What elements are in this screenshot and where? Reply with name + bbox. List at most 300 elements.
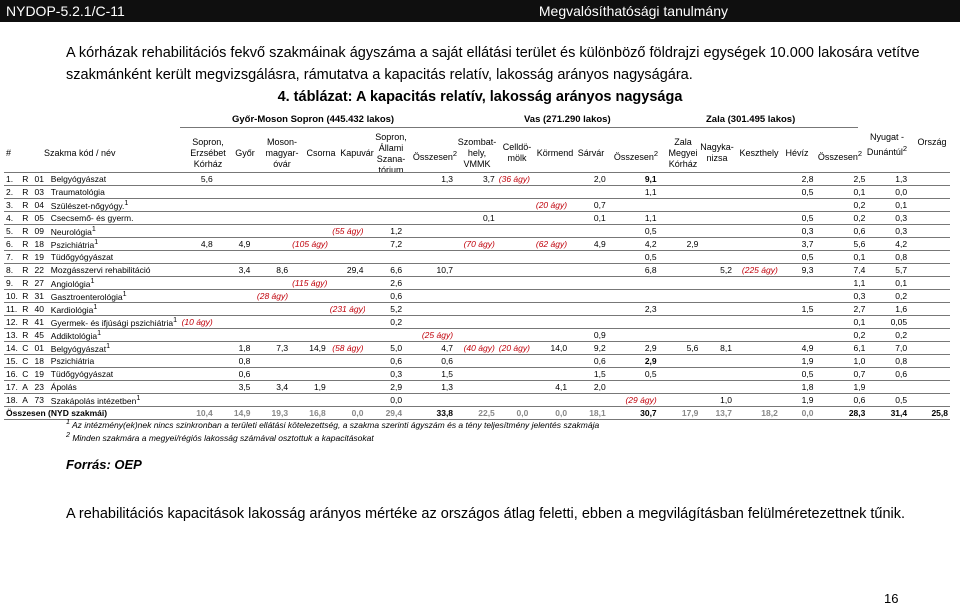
cell-sopron-erzsebet (177, 355, 215, 368)
cell-osszesen-zala: 0,2 (815, 212, 867, 225)
cell-osszesen-vas (608, 290, 659, 303)
col-header-sopron-allami: Sopron, Állami Szana- tórium (375, 132, 407, 175)
cell-gyor (215, 199, 253, 212)
cell-szombathely (455, 303, 497, 316)
doc-code: NYDOP-5.2.1/C-11 (6, 3, 125, 19)
cell-orszag (909, 316, 950, 329)
cell-zala-megyei (659, 264, 701, 277)
cell-osszesen-vas: 1,1 (608, 212, 659, 225)
cell-zala-megyei (659, 290, 701, 303)
cell-osszesen-gyor (404, 316, 455, 329)
cell-sopron-erzsebet (177, 199, 215, 212)
col-header-sarvar: Sárvár (577, 148, 605, 158)
group-gyor: Győr-Moson Sopron (445.432 lakos) (232, 114, 395, 125)
cell-celldomolk: (20 ágy) (498, 343, 530, 353)
cell-csorna (290, 303, 328, 316)
cell-kormend: 14,0 (530, 342, 569, 355)
cell-sarvar (569, 316, 608, 329)
cell-orszag (909, 329, 950, 342)
cell-sopron-allami: 2,6 (365, 277, 404, 290)
cell-nagykanizsa (700, 225, 734, 238)
cell-orszag (909, 251, 950, 264)
cell-szombathely (455, 368, 497, 381)
cell-kapuvar (328, 394, 366, 407)
page-header (0, 0, 960, 22)
cell-zala-megyei (659, 368, 701, 381)
table-row (4, 251, 950, 264)
cell-moson (252, 303, 290, 316)
cell-nyugat-dunantul: 0,5 (867, 394, 909, 407)
cell-nyugat-dunantul (867, 381, 909, 394)
cell-szombathely (455, 316, 497, 329)
row-type: R (20, 186, 32, 199)
cell-sopron-erzsebet: (10 ágy) (177, 316, 215, 329)
cell-celldomolk (497, 381, 531, 394)
cell-osszesen-vas: 2,9 (608, 342, 659, 355)
cell-osszesen-gyor (404, 212, 455, 225)
cell-osszesen-gyor: 0,6 (404, 355, 455, 368)
cell-osszesen-zala: 1,0 (815, 355, 867, 368)
cell-csorna: (115 ágy) (292, 278, 328, 288)
cell-sopron-erzsebet (177, 342, 215, 355)
cell-kormend (530, 277, 569, 290)
cell-keszthely (734, 316, 780, 329)
cell-sopron-allami: 0,3 (365, 368, 404, 381)
cell-osszesen-zala: 0,2 (815, 199, 867, 212)
cell-nyugat-dunantul: 1,3 (867, 173, 909, 186)
cell-keszthely (734, 342, 780, 355)
row-name: Gyermek- és ifjúsági pszichiátria$^1$ (50, 316, 178, 328)
cell-moson (252, 238, 290, 251)
total-celldomolk: 0,0 (497, 407, 531, 420)
cell-sarvar (569, 303, 608, 316)
row-name: Belgyógyászat (49, 173, 177, 186)
cell-celldomolk (497, 303, 531, 316)
cell-osszesen-vas: 0,5 (608, 251, 659, 264)
table-row (4, 381, 950, 394)
cell-szombathely (455, 199, 497, 212)
cell-szombathely (455, 251, 497, 264)
row-code: 19 (33, 368, 49, 381)
row-code: 18 (33, 238, 49, 251)
total-osszesen-gyor: 33,8 (404, 407, 455, 420)
cell-sarvar: 0,7 (569, 199, 608, 212)
cell-moson (252, 316, 290, 329)
cell-nyugat-dunantul: 0,2 (867, 290, 909, 303)
cell-orszag (909, 186, 950, 199)
cell-kapuvar (328, 212, 366, 225)
source-note: Forrás: OEP (66, 457, 142, 472)
cell-osszesen-gyor (404, 199, 455, 212)
total-label: Összesen (NYD szakmái) (4, 407, 177, 420)
cell-osszesen-gyor: 10,7 (404, 264, 455, 277)
cell-csorna (290, 186, 328, 199)
row-number: 7. (4, 251, 20, 264)
cell-osszesen-gyor (404, 186, 455, 199)
cell-orszag (909, 277, 950, 290)
cell-celldomolk (497, 264, 531, 277)
cell-szombathely: (70 ágy) (455, 238, 497, 251)
cell-sarvar: 9,2 (569, 342, 608, 355)
cell-szombathely (455, 329, 497, 342)
cell-osszesen-vas (608, 381, 659, 394)
row-name: Csecsemő- és gyerm. (49, 212, 177, 225)
cell-heviz: 3,7 (780, 238, 816, 251)
total-sopron-erzsebet: 10,4 (177, 407, 215, 420)
row-type: R (20, 303, 32, 316)
cell-sarvar: 2,0 (569, 381, 608, 394)
cell-csorna (290, 368, 328, 381)
cell-keszthely (734, 251, 780, 264)
footnote-2: $^2$ Minden szakmára a megyei/régiós lakosság számával osztottuk a kapacitásokat (66, 431, 374, 443)
cell-nagykanizsa: 5,2 (700, 264, 734, 277)
cell-heviz (780, 329, 816, 342)
cell-sopron-erzsebet (177, 186, 215, 199)
total-gyor: 14,9 (215, 407, 253, 420)
cell-osszesen-vas: 6,8 (608, 264, 659, 277)
cell-moson (252, 199, 290, 212)
cell-moson (252, 355, 290, 368)
cell-szombathely: (40 ágy) (455, 342, 497, 355)
cell-gyor: 1,8 (215, 342, 253, 355)
col-header-heviz: Hévíz (785, 148, 809, 158)
cell-zala-megyei (659, 225, 701, 238)
row-type: C (20, 342, 32, 355)
row-code: 09 (33, 225, 49, 238)
cell-gyor (215, 316, 253, 329)
cell-zala-megyei (659, 277, 701, 290)
cell-csorna (290, 251, 328, 264)
cell-sopron-allami: 5,0 (365, 342, 404, 355)
row-type: R (20, 290, 32, 303)
cell-osszesen-zala: 6,1 (815, 342, 867, 355)
cell-osszesen-zala: 2,5 (815, 173, 867, 186)
table-row (4, 342, 950, 355)
cell-osszesen-vas: 9,1 (608, 173, 659, 186)
cell-kapuvar: (58 ágy) (328, 342, 366, 355)
row-number: 15. (4, 355, 20, 368)
cell-sopron-allami (365, 199, 404, 212)
total-kormend: 0,0 (530, 407, 569, 420)
group-zala: Zala (301.495 lakos) (706, 114, 796, 125)
row-type: R (20, 199, 32, 212)
cell-osszesen-vas: 1,1 (608, 186, 659, 199)
row-name: Mozgásszervi rehabilitáció (49, 264, 177, 277)
cell-nyugat-dunantul: 0,3 (867, 212, 909, 225)
cell-kapuvar (328, 199, 366, 212)
cell-sopron-erzsebet (177, 394, 215, 407)
cell-orszag (909, 173, 950, 186)
cell-gyor (215, 329, 253, 342)
cell-osszesen-zala: 0,2 (815, 329, 867, 342)
cell-celldomolk (497, 251, 531, 264)
cell-kapuvar (328, 277, 366, 290)
cell-heviz: 0,3 (780, 225, 816, 238)
cell-osszesen-vas (608, 329, 659, 342)
cell-csorna (290, 199, 328, 212)
cell-nagykanizsa (700, 251, 734, 264)
row-number: 5. (4, 225, 20, 238)
cell-orszag (909, 238, 950, 251)
row-number: 2. (4, 186, 20, 199)
cell-osszesen-vas: 4,2 (608, 238, 659, 251)
row-number: 9. (4, 277, 20, 290)
cell-heviz: 2,8 (780, 173, 816, 186)
cell-sopron-erzsebet (177, 303, 215, 316)
total-heviz: 0,0 (780, 407, 816, 420)
cell-kapuvar: (55 ágy) (328, 225, 366, 238)
cell-heviz: 0,5 (780, 251, 816, 264)
cell-nyugat-dunantul: 1,6 (867, 303, 909, 316)
cell-zala-megyei (659, 251, 701, 264)
row-name: Szülészet-nőgyógy.$^1$ (49, 199, 177, 212)
cell-nyugat-dunantul: 0,1 (867, 277, 909, 290)
row-code: 45 (33, 329, 49, 342)
cell-nyugat-dunantul: 7,0 (867, 342, 909, 355)
cell-zala-megyei (659, 186, 701, 199)
cell-heviz: 0,5 (780, 368, 816, 381)
cell-nagykanizsa (700, 381, 734, 394)
cell-orszag (909, 225, 950, 238)
total-zala-megyei: 17,9 (659, 407, 701, 420)
cell-heviz: 4,9 (780, 342, 816, 355)
cell-nagykanizsa (700, 238, 734, 251)
row-code: 40 (33, 303, 49, 316)
row-name: Pszichiátria (49, 355, 177, 368)
footnote-1: $^1$ Az intézmény(ek)nek nincs szinkronban a területi ellátási kötelezettség, a szakma szerinti ágyszám és a tény teljesítmény jelentés szakmája (66, 418, 600, 430)
cell-kormend (530, 368, 569, 381)
cell-osszesen-vas: 0,5 (608, 368, 659, 381)
row-name: Pszichiátria$^1$ (49, 238, 177, 251)
cell-keszthely (734, 173, 780, 186)
total-keszthely: 18,2 (734, 407, 780, 420)
row-code: 18 (33, 355, 49, 368)
cell-orszag (909, 355, 950, 368)
col-header-osszesen-vas: Összesen$^2$ (613, 149, 659, 162)
cell-osszesen-zala: 0,1 (815, 251, 867, 264)
row-type: A (20, 381, 32, 394)
cell-celldomolk (497, 394, 531, 407)
row-name: Kardiológia$^1$ (49, 303, 177, 316)
cell-sarvar (569, 251, 608, 264)
group-divider (180, 127, 858, 128)
cell-moson: 3,4 (252, 381, 290, 394)
cell-sarvar (569, 277, 608, 290)
cell-kapuvar: (231 ágy) (329, 304, 366, 314)
cell-moson (252, 251, 290, 264)
cell-keszthely (734, 238, 780, 251)
cell-nyugat-dunantul: 0,8 (867, 251, 909, 264)
cell-gyor (215, 290, 253, 303)
table-row (4, 277, 950, 290)
cell-sarvar: 0,9 (569, 329, 608, 342)
cell-kapuvar (328, 329, 366, 342)
cell-osszesen-zala: 1,1 (815, 277, 867, 290)
cell-osszesen-gyor (404, 238, 455, 251)
cell-csorna (290, 394, 328, 407)
cell-keszthely (734, 329, 780, 342)
cell-keszthely (734, 225, 780, 238)
row-type: R (20, 264, 32, 277)
total-szombathely: 22,5 (455, 407, 497, 420)
cell-orszag (909, 264, 950, 277)
row-name: Ápolás (49, 381, 177, 394)
cell-orszag (909, 212, 950, 225)
cell-kormend (530, 303, 569, 316)
cell-sarvar (569, 186, 608, 199)
row-name: Angiológia$^1$ (49, 277, 177, 290)
row-type: R (20, 316, 32, 329)
col-header-gyor: Győr (235, 148, 255, 158)
cell-szombathely: 0,1 (455, 212, 497, 225)
cell-sarvar (569, 290, 608, 303)
table-row (4, 186, 950, 199)
row-number: 10. (4, 290, 20, 303)
row-code: 22 (33, 264, 49, 277)
cell-csorna (290, 355, 328, 368)
cell-sopron-allami: 0,0 (365, 394, 404, 407)
cell-celldomolk (497, 212, 531, 225)
cell-gyor (215, 186, 253, 199)
cell-sopron-allami (365, 329, 404, 342)
cell-kapuvar (328, 381, 366, 394)
cell-osszesen-vas: (29 ágy) (608, 394, 659, 407)
cell-gyor: 3,4 (215, 264, 253, 277)
row-code: 73 (33, 394, 49, 407)
row-number: 18. (4, 394, 20, 407)
cell-gyor (215, 303, 253, 316)
cell-csorna: 1,9 (290, 381, 328, 394)
total-sarvar: 18,1 (569, 407, 608, 420)
cell-zala-megyei (659, 355, 701, 368)
row-type: R (20, 173, 32, 186)
cell-zala-megyei: 2,9 (659, 238, 701, 251)
cell-szombathely (455, 355, 497, 368)
cell-zala-megyei (659, 303, 701, 316)
col-header-kapuvar: Kapuvár (340, 148, 374, 158)
col-header-keszthely: Keszthely (739, 148, 779, 158)
cell-heviz: 9,3 (780, 264, 816, 277)
cell-sopron-erzsebet (177, 290, 215, 303)
cell-gyor (215, 251, 253, 264)
cell-sopron-erzsebet (177, 368, 215, 381)
cell-gyor: 3,5 (215, 381, 253, 394)
col-header-osszesen-gyor: Összesen$^2$ (412, 149, 458, 162)
cell-kapuvar (328, 173, 366, 186)
cell-kormend: 4,1 (530, 381, 569, 394)
cell-keszthely (734, 394, 780, 407)
cell-nyugat-dunantul: 4,2 (867, 238, 909, 251)
row-number: 6. (4, 238, 20, 251)
cell-heviz: 1,5 (780, 303, 816, 316)
cell-nyugat-dunantul: 0,05 (867, 316, 909, 329)
row-number: 12. (4, 316, 20, 329)
cell-nagykanizsa (700, 303, 734, 316)
cell-gyor (215, 212, 253, 225)
cell-sarvar: 1,5 (569, 368, 608, 381)
cell-moson: 7,3 (252, 342, 290, 355)
cell-osszesen-gyor: (25 ágy) (404, 329, 455, 342)
cell-gyor (215, 394, 253, 407)
cell-kormend (530, 394, 569, 407)
cell-sopron-allami: 2,9 (365, 381, 404, 394)
cell-zala-megyei (659, 173, 701, 186)
cell-keszthely: (225 ágy) (734, 264, 780, 277)
row-type: C (20, 355, 32, 368)
cell-kormend (530, 355, 569, 368)
row-code: 19 (33, 251, 49, 264)
row-code: 31 (33, 290, 49, 303)
cell-osszesen-gyor: 1,3 (404, 381, 455, 394)
cell-zala-megyei (659, 381, 701, 394)
cell-moson: 8,6 (252, 264, 290, 277)
row-name: Szakápolás intézetben$^1$ (49, 394, 177, 407)
row-number: 4. (4, 212, 20, 225)
cell-gyor: 4,9 (215, 238, 253, 251)
doc-title: Megvalósíthatósági tanulmány (538, 3, 728, 19)
cell-osszesen-vas: 2,9 (608, 355, 659, 368)
total-kapuvar: 0,0 (328, 407, 366, 420)
row-code: 27 (33, 277, 49, 290)
cell-orszag (909, 303, 950, 316)
row-code: 01 (33, 173, 49, 186)
cell-celldomolk (497, 368, 531, 381)
cell-keszthely (734, 277, 780, 290)
cell-osszesen-gyor (404, 277, 455, 290)
cell-sopron-erzsebet (177, 251, 215, 264)
cell-celldomolk: (36 ágy) (498, 174, 530, 184)
row-number: 3. (4, 199, 20, 212)
cell-osszesen-zala: 7,4 (815, 264, 867, 277)
col-header-szakma: Szakma kód / név (44, 148, 116, 158)
cell-kapuvar (328, 238, 366, 251)
col-header-moson: Moson- magyar- óvár (265, 137, 299, 169)
cell-sarvar: 0,1 (569, 212, 608, 225)
conclusion-paragraph: A rehabilitációs kapacitások lakosság arányos mértéke az országos átlag feletti, ebben a megvilágításban felülméretezettnek tűnik. (66, 506, 906, 522)
row-type: R (20, 329, 32, 342)
cell-csorna: 14,9 (290, 342, 328, 355)
table-row (4, 264, 950, 277)
cell-kormend (530, 173, 569, 186)
table-row (4, 173, 950, 186)
cell-celldomolk (497, 277, 531, 290)
cell-moson (252, 212, 290, 225)
cell-osszesen-vas: 0,5 (608, 225, 659, 238)
cell-osszesen-zala: 0,6 (815, 394, 867, 407)
table-row (4, 238, 950, 251)
col-header-kormend: Körmend (536, 148, 574, 158)
cell-gyor: 0,8 (215, 355, 253, 368)
cell-szombathely (455, 290, 497, 303)
col-header-csorna: Csorna (306, 148, 336, 158)
cell-gyor (215, 277, 253, 290)
cell-heviz: 0,5 (780, 212, 816, 225)
cell-kapuvar (328, 355, 366, 368)
row-name: Traumatológia (49, 186, 177, 199)
cell-csorna (290, 212, 328, 225)
cell-gyor: 0,6 (215, 368, 253, 381)
row-name: Addiktológia$^1$ (49, 329, 177, 342)
cell-nyugat-dunantul: 0,0 (867, 186, 909, 199)
cell-osszesen-zala: 1,9 (815, 381, 867, 394)
row-type: R (20, 225, 32, 238)
cell-sarvar: 4,9 (569, 238, 608, 251)
col-header-osszesen-zala: Összesen$^2$ (817, 149, 863, 162)
table-row (4, 225, 950, 238)
cell-osszesen-zala: 0,6 (815, 225, 867, 238)
cell-kormend (530, 225, 569, 238)
cell-gyor (215, 225, 253, 238)
